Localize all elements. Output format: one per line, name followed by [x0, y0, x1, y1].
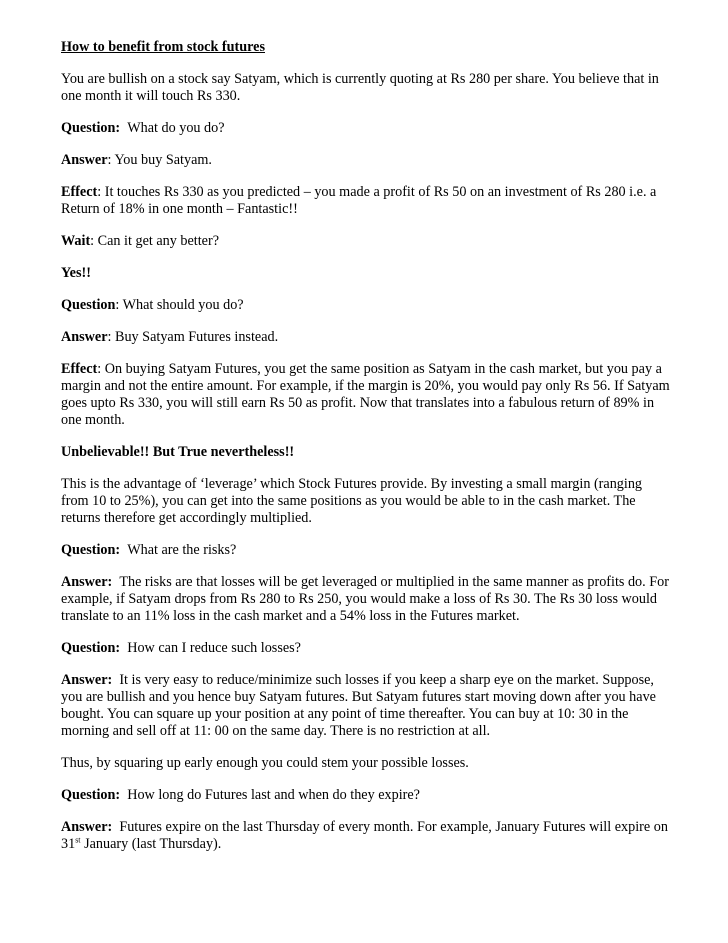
leverage-paragraph: This is the advantage of ‘leverage’ which Stock Futures provide. By investing a small margin (ranging from 10 to 25%), you can get into the same positions as you would be able to in the cash market. The returns therefore get accordingly multiplied. [61, 476, 643, 526]
effect-profit [61, 184, 673, 218]
effect-text: : On buying Satyam Futures, you get the same position as Satyam in the cash market, but you pay a margin and not the entire amount. For example, if the margin is 20%, you would pay only Rs 56. If Satyam goes upto Rs 330, you will still earn Rs 50 as profit. Now that translates into a fabulous return of 89% in one month. [61, 361, 670, 428]
question-expiry [61, 787, 673, 804]
intro-paragraph: You are bullish on a stock say Satyam, which is currently quoting at Rs 280 per share. You believe that in one month it will touch Rs 330. [61, 71, 659, 104]
document-page [61, 39, 673, 868]
question-what-do-you-do [61, 120, 673, 137]
effect-label: Effect [61, 184, 98, 200]
question-label: Question: [61, 787, 121, 803]
answer-buy-futures [61, 329, 673, 346]
effect-label: Effect [61, 361, 98, 377]
answer-reduce-losses [61, 672, 673, 740]
question-label: Question: [61, 120, 121, 136]
question-label: Question [61, 297, 116, 313]
answer-text-tail: January (last Thursday). [80, 836, 222, 852]
answer-text: The risks are that losses will be get leveraged or multiplied in the same manner as profits do. For example, if Satyam drops from Rs 280 to Rs 250, you would make a loss of Rs 30. The Rs 30 loss would translate to an 11% loss in the cash market and a 54% loss in the Futures market. [61, 574, 669, 624]
wait-better [61, 233, 673, 250]
wait-text: : Can it get any better? [90, 233, 219, 249]
question-text: What do you do? [127, 120, 225, 136]
answer-expiry [61, 819, 673, 853]
ordinal-suffix: st [75, 835, 81, 845]
answer-label: Answer [61, 152, 108, 168]
question-risks [61, 542, 673, 559]
answer-text: It is very easy to reduce/minimize such losses if you keep a sharp eye on the market. Suppose, you are bullish and you hence buy Satyam futures. But Satyam futures start moving down after you have bought. You can square up your position at any point of time thereafter. You can buy at 10: 30 in the morning and sell off at 11: 00 on the same day. There is no restriction at all. [61, 672, 656, 739]
question-text: What are the risks? [127, 542, 237, 558]
question-what-should-you-do [61, 297, 673, 314]
answer-risks [61, 574, 673, 625]
effect-futures [61, 361, 673, 429]
question-text: How long do Futures last and when do they expire? [127, 787, 420, 803]
question-reduce-losses [61, 640, 673, 657]
effect-text: : It touches Rs 330 as you predicted – you made a profit of Rs 50 on an investment of Rs 280 i.e. a Return of 18% in one month – Fantastic!! [61, 184, 657, 217]
answer-text: Futures expire on the last Thursday of every month. For example, January Futures will expire on 31 [61, 819, 668, 852]
answer-text: : Buy Satyam Futures instead. [107, 329, 279, 345]
document-title: How to benefit from stock futures [61, 39, 265, 55]
question-text: : What should you do? [115, 297, 244, 313]
answer-label: Answer: [61, 672, 113, 688]
unbelievable-heading: Unbelievable!! But True nevertheless!! [61, 444, 295, 460]
answer-label: Answer: [61, 819, 113, 835]
squaring-paragraph: Thus, by squaring up early enough you could stem your possible losses. [61, 755, 469, 771]
answer-buy-satyam [61, 152, 673, 169]
question-text: How can I reduce such losses? [127, 640, 301, 656]
wait-label: Wait [61, 233, 91, 249]
answer-text: : You buy Satyam. [107, 152, 212, 168]
question-label: Question: [61, 640, 121, 656]
yes-exclamation: Yes!! [61, 265, 91, 281]
answer-label: Answer [61, 329, 108, 345]
question-label: Question: [61, 542, 121, 558]
answer-label: Answer: [61, 574, 113, 590]
